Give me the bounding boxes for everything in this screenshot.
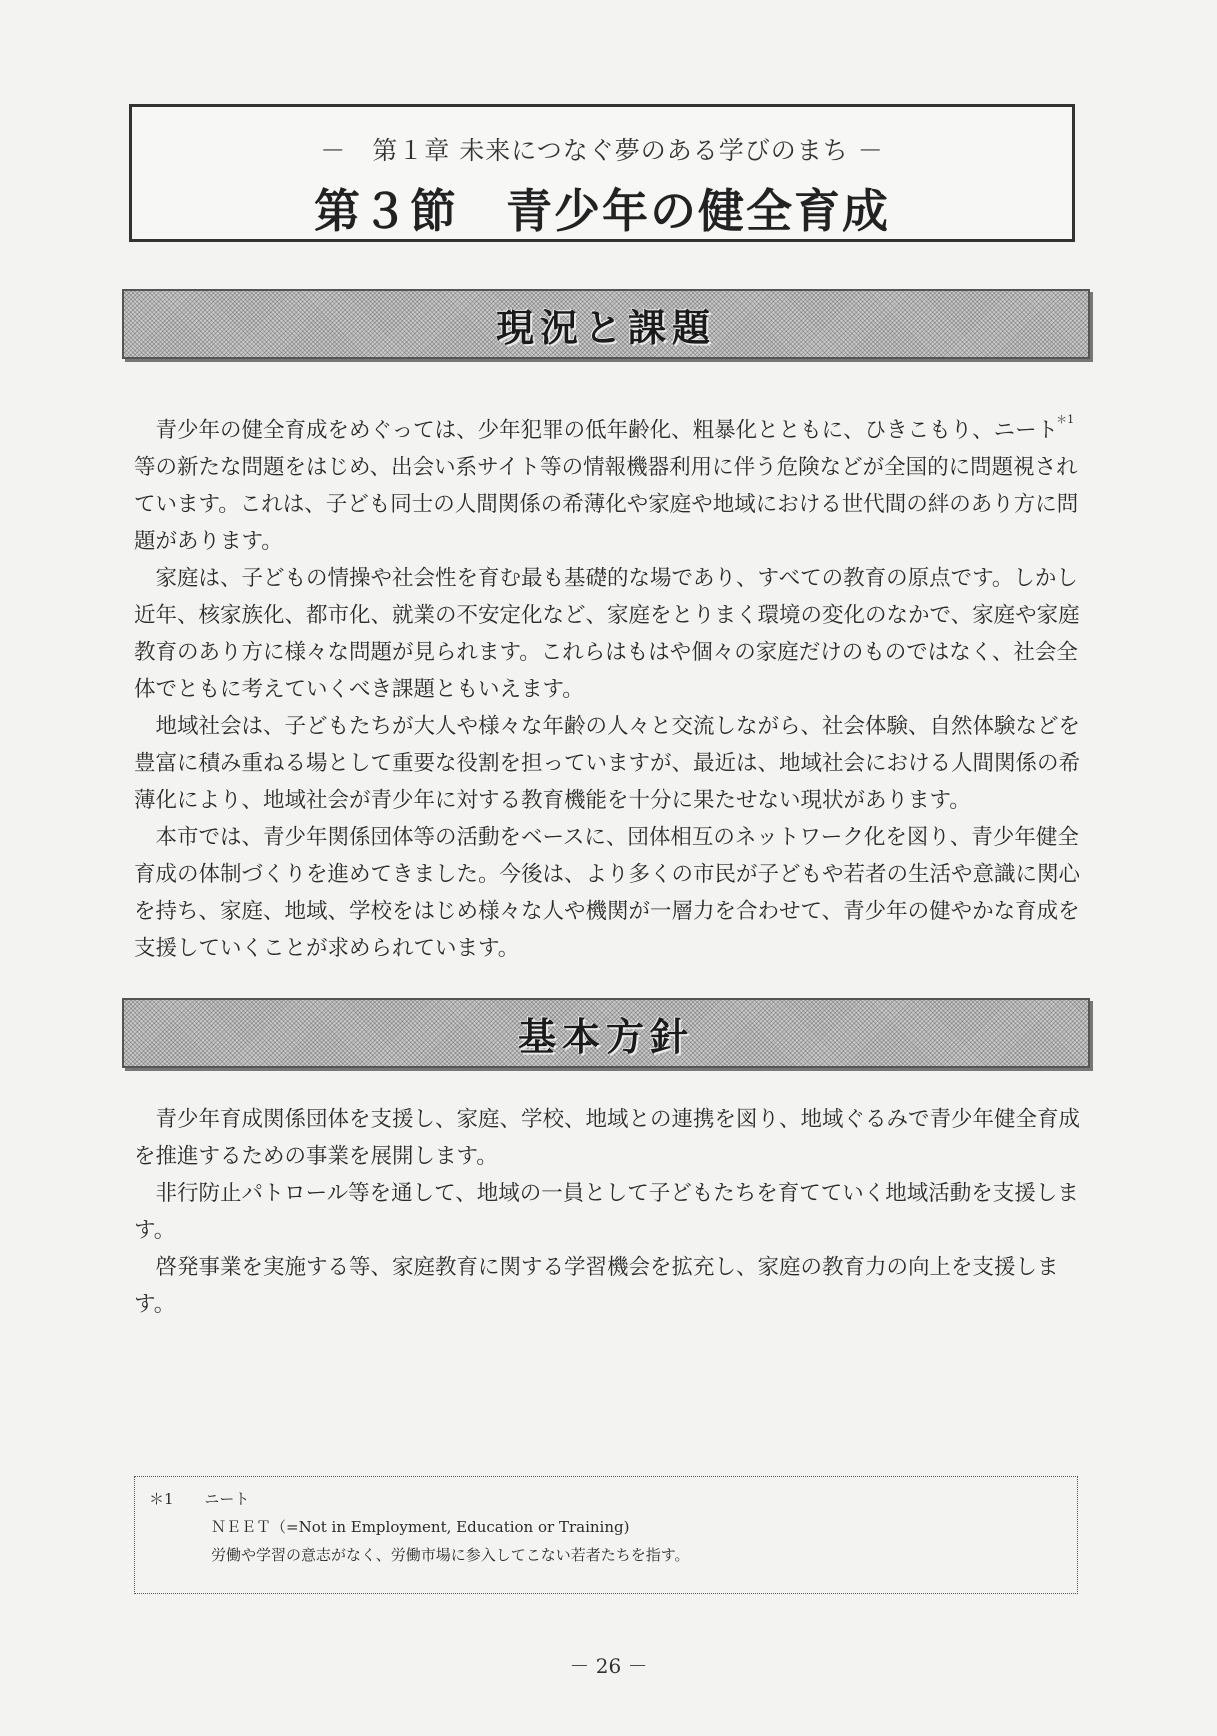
chapter-title-box xyxy=(129,104,1075,242)
heading-basic-policy: 基本方針 xyxy=(517,1014,694,1059)
footnote-term: ニート xyxy=(204,1490,250,1508)
paragraph: 青少年育成関係団体を支援し、家庭、学校、地域との連携を図り、地域ぐるみで青少年健全育成を推進するための事業を展開します。 xyxy=(134,1107,1081,1169)
heading-band-current-issues xyxy=(122,289,1090,359)
footnote-line-2: 労働や学習の意志がなく、労働市場に参入してこない若者たちを指す。 xyxy=(211,1546,690,1564)
chapter-title: － 第１章 未来につなぐ夢のある学びのまち － xyxy=(320,136,884,165)
paragraph: 青少年の健全育成をめぐっては、少年犯罪の低年齢化、粗暴化とともに、ひきこもり、ニート$^{*1}$等の新たな問題をはじめ、出会い系サイト等の情報機器利用に伴う危険などが全国的に問題視されています。これは、子ども同士の人間関係の希薄化や家庭や地域における世代間の絆のあり方に問題があります。 xyxy=(134,413,1079,554)
heading-current-issues: 現況と課題 xyxy=(495,305,716,350)
footnote-mark: ＊1 xyxy=(149,1490,174,1508)
page-number: － 26 － xyxy=(569,1654,648,1678)
footnote-box-visible xyxy=(134,1476,1078,1594)
paragraph: 家庭は、子どもの情操や社会性を育む最も基礎的な場であり、すべての教育の原点です。しかし近年、核家族化、都市化、就業の不安定化など、家庭をとりまく環境の変化のなかで、家庭や家庭教育のあり方に様々な問題が見られます。これらはもはや個々の家庭だけのものではなく、社会全体でともに考えていくべき課題ともいえます。 xyxy=(134,566,1080,702)
section-title: 第３節 青少年の健全育成 xyxy=(314,184,890,238)
footnote-line-1: ＮＥＥＴ（=Not in Employment, Education or Training) xyxy=(211,1518,630,1536)
current-issues-body xyxy=(134,401,1080,967)
heading-band-basic-policy xyxy=(122,998,1090,1068)
paragraph: 地域社会は、子どもたちが大人や様々な年齢の人々と交流しながら、社会体験、自然体験などを豊富に積み重ねる場として重要な役割を担っていますが、最近は、地域社会における人間関係の希薄化により、地域社会が青少年に対する教育機能を十分に果たせない現状があります。 xyxy=(134,714,1081,813)
paragraph: 本市では、青少年関係団体等の活動をベースに、団体相互のネットワーク化を図り、青少年健全育成の体制づくりを進めてきました。今後は、より多くの市民が子どもや若者の生活や意識に関心を持ち、家庭、地域、学校をはじめ様々な人や機関が一層力を合わせて、青少年の健やかな育成を支援していくことが求められています。 xyxy=(134,825,1081,961)
footnote-ref: ＊1 xyxy=(1056,413,1075,426)
paragraph: 啓発事業を実施する等、家庭教育に関する学習機会を拡充し、家庭の教育力の向上を支援します。 xyxy=(134,1255,1059,1317)
basic-policy-body xyxy=(134,1101,1080,1323)
paragraph: 非行防止パトロール等を通して、地域の一員として子どもたちを育てていく地域活動を支援します。 xyxy=(134,1181,1079,1243)
